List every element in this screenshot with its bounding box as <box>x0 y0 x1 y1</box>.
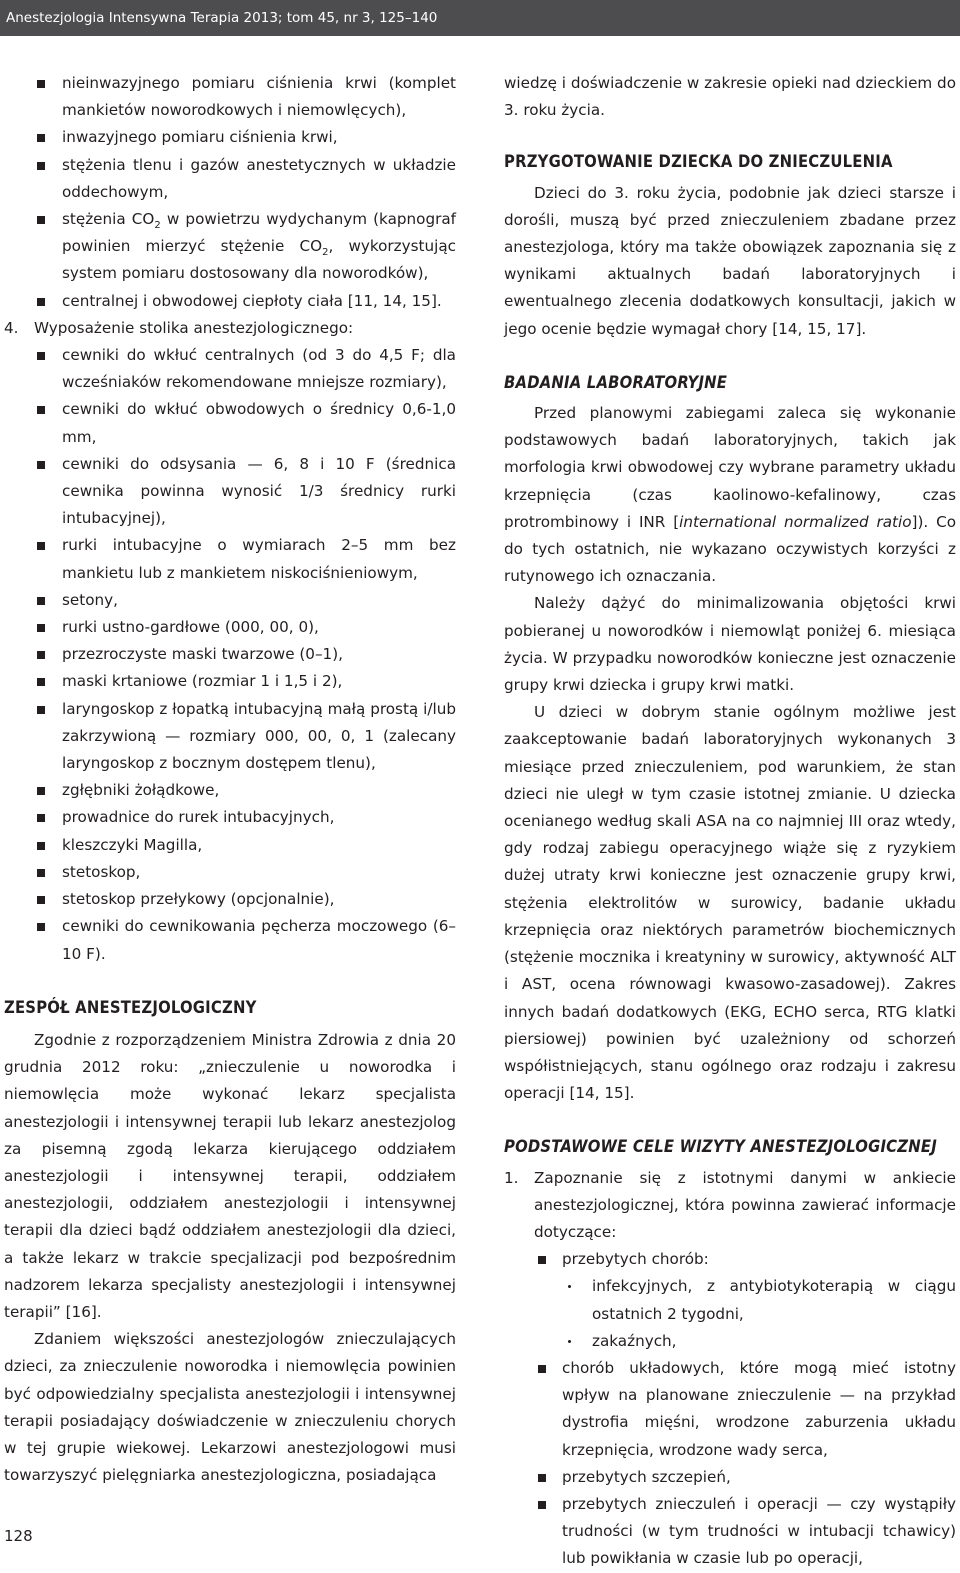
journal-header <box>0 0 960 36</box>
list-item: przebytych szczepień, <box>504 1464 956 1491</box>
sub-list-item: zakaźnych, <box>504 1328 956 1355</box>
paragraph: Należy dążyć do minimalizowania objętości krwi pobieranej u noworodków i niemowląt poniżej 6. miesiąca życia. W przypadku noworodków konieczne jest oznaczenie grupy krwi dziecka i grupy krwi matki. <box>504 594 956 695</box>
section-heading-team: ZESPÓŁ ANESTEZJOLOGICZNY <box>4 997 257 1017</box>
list-item: rurki ustno-gardłowe (000, 00, 0), <box>4 614 456 641</box>
paragraph: wiedzę i doświadczenie w zakresie opieki nad dzieckiem do 3. roku życia. <box>504 74 956 120</box>
section-heading-preparation: PRZYGOTOWANIE DZIECKA DO ZNIECZULENIA <box>504 152 893 172</box>
numbered-item-4 <box>4 315 456 342</box>
paragraph: Zdaniem większości anestezjologów znieczulających dzieci, za znieczulenie noworodka i niemowlęcia powinien być odpowiedzialny specjalista anestezjologii i intensywnej terapii posiadający doświadczenie w znieczuleniu chorych w tej grupie wiekowej. Lekarzowi anestezjologowi musi towarzyszyć pielęgniarka anestezjologiczna, posiadająca <box>4 1330 456 1485</box>
list-item: cewniki do wkłuć obwodowych o średnicy 0,6‑1,0 mm, <box>4 396 456 450</box>
list-item: stetoskop przełykowy (opcjonalnie), <box>4 886 456 913</box>
list-item: cewniki do cewnikowania pęcherza moczowego (6–10 F). <box>4 913 456 967</box>
list-item: nieinwazyjnego pomiaru ciśnienia krwi (komplet mankietów noworodkowych i niemowlęcych), <box>4 70 456 124</box>
list-item: rurki intubacyjne o wymiarach 2–5 mm bez mankietu lub z mankietem niskociśnieniowym, <box>4 532 456 586</box>
list-item: cewniki do wkłuć centralnych (od 3 do 4,5 F; dla wcześniaków rekomendowane mniejsze rozmiary), <box>4 342 456 396</box>
right-column <box>504 70 956 1573</box>
list-item: przebytych chorób: <box>504 1246 956 1273</box>
paragraph: Dzieci do 3. roku życia, podobnie jak dzieci starsze i dorośli, muszą być przed znieczuleniem zbadane przez anestezjologa, który ma także obowiązek zapoznania się z wynikami aktualnych badań laboratoryjnych i ewentualnego zlecenia dodatkowych konsultacji, jakich w jego ocenie będzie wymagał chory [14, 15, 17]. <box>504 183 956 338</box>
item-title: Wyposażenie stolika anestezjologicznego: <box>34 318 354 337</box>
list-item: setony, <box>4 587 456 614</box>
list-item: centralnej i obwodowej ciepłoty ciała [11, 14, 15]. <box>4 288 456 315</box>
left-column <box>4 70 456 1489</box>
paragraph <box>504 400 956 590</box>
journal-citation: Anestezjologia Intensywna Terapia 2013; tom 45, nr 3, 125–140 <box>6 10 438 26</box>
list-item: kleszczyki Magilla, <box>4 832 456 859</box>
section-heading-lab: BADANIA LABORATORYJNE <box>504 372 728 392</box>
lab-text-b: ]). Co do tych ostatnich, nie wykazano oczywistych korzyści z rutynowego ich oznaczania. <box>504 512 956 586</box>
list-item: chorób układowych, które mogą mieć istotny wpływ na planowane znieczulenie — na przykład dystrofia mięśni, wrodzone zaburzenia układu krzepnięcia, wrodzone wady serca, <box>504 1355 956 1464</box>
co2-subscript: 2 <box>322 247 329 259</box>
paragraph: U dzieci w dobrym stanie ogólnym możliwe jest zaakceptowanie badań laboratoryjnych wykonanych 3 miesiące przed znieczuleniem, pod warunkiem, że stan dzieci nie uległ w tym czasie istotnej zmianie. U dziecka ocenianego według skali ASA na co najmniej III oraz wtedy, gdy rodzaj zabiegu operacyjnego wiąże się z ryzykiem dużej utraty krwi konieczne jest oznaczenie grupy krwi, stężenia elektrolitów w surowicy, badanie układu krzepnięcia oraz niektórych parametrów biochemicznych (stężenie mocznika i kreatyniny w surowicy, aktywność ALT i AST, ocena równowagi kwasowo-zasadowej). Zakres innych badań dodatkowych (EKG, ECHO serca, RTG klatki piersiowej) powinien być uzależniony od schorzeń współistniejących, stanu ogólnego oraz rodzaju i zakresu operacji [14, 15]. <box>504 703 956 1103</box>
list-item-co2 <box>4 206 456 288</box>
co2-text-a: stężenia CO <box>62 210 155 229</box>
list-item: prowadnice do rurek intubacyjnych, <box>4 804 456 831</box>
list-item: laryngoskop z łopatką intubacyjną małą prostą i/lub zakrzywioną — rozmiary 000, 00, 0, 1 (zalecany laryngoskop z bocznym dostępem tlenu), <box>4 696 456 778</box>
list-item: inwazyjnego pomiaru ciśnienia krwi, <box>4 124 456 151</box>
list-item: stężenia tlenu i gazów anestetycznych w układzie oddechowym, <box>4 152 456 206</box>
lab-text-a: Przed planowymi zabiegami zaleca się wykonanie podstawowych badań laboratoryjnych, takich jak morfologia krwi obwodowej czy wybrane parametry układu krzepnięcia (czas kaolinowo-kefalinowy, czas protrombinowy i INR [ <box>504 404 956 531</box>
co2-subscript: 2 <box>154 220 161 232</box>
page-number: 128 <box>4 1527 33 1545</box>
item-number: 4. <box>4 318 19 337</box>
list-item: stetoskop, <box>4 859 456 886</box>
lab-text-italic: international normalized ratio <box>679 512 912 531</box>
list-item: przezroczyste maski twarzowe (0–1), <box>4 641 456 668</box>
item-number: 1. <box>504 1168 519 1187</box>
section-heading-goals: PODSTAWOWE CELE WIZYTY ANESTEZJOLOGICZNEJ <box>504 1137 937 1157</box>
paragraph: Zgodnie z rozporządzeniem Ministra Zdrowia z dnia 20 grudnia 2012 roku: „znieczulenie u noworodka i niemowlęcia może wykonać lekarz specjalista anestezjologii i intensywnej terapii lub lekarz anestezjolog za pisemną zgodą lekarza kierującego oddziałem anestezjologii i intensywnej terapii, oddziałem anestezjologii, oddziałem anestezjologii i intensywnej terapii dla dzieci bądź oddziałem anestezjologii dla dzieci, a także lekarz w trakcie specjalizacji pod bezpośrednim nadzorem lekarza specjalisty anestezjologii i intensywnej terapii” [16]. <box>4 1030 456 1321</box>
list-item: cewniki do odsysania — 6, 8 i 10 F (średnica cewnika powinna wynosić 1/3 średnicy rurki intubacyjnej), <box>4 451 456 533</box>
co2-text-b: w powietrzu wydychanym (kapnograf powinien mierzyć stężenie CO <box>62 210 456 256</box>
list-item: maski krtaniowe (rozmiar 1 i 1,5 i 2), <box>4 668 456 695</box>
list-item: przebytych znieczuleń i operacji — czy wystąpiły trudności (w tym trudności w intubacji tchawicy) lub powikłania w czasie lub po operacji, <box>504 1491 956 1573</box>
item-text: Zapoznanie się z istotnymi danymi w ankiecie anestezjologicznej, która powinna zawierać informacje dotyczące: <box>534 1168 956 1241</box>
list-item: zgłębniki żołądkowe, <box>4 777 456 804</box>
co2-text-c: , wykorzystując system pomiaru dostosowany dla noworodków), <box>62 237 456 283</box>
sub-list-item: infekcyjnych, z antybiotykoterapią w ciągu ostatnich 2 tygodni, <box>504 1273 956 1327</box>
numbered-item-1 <box>504 1165 956 1247</box>
